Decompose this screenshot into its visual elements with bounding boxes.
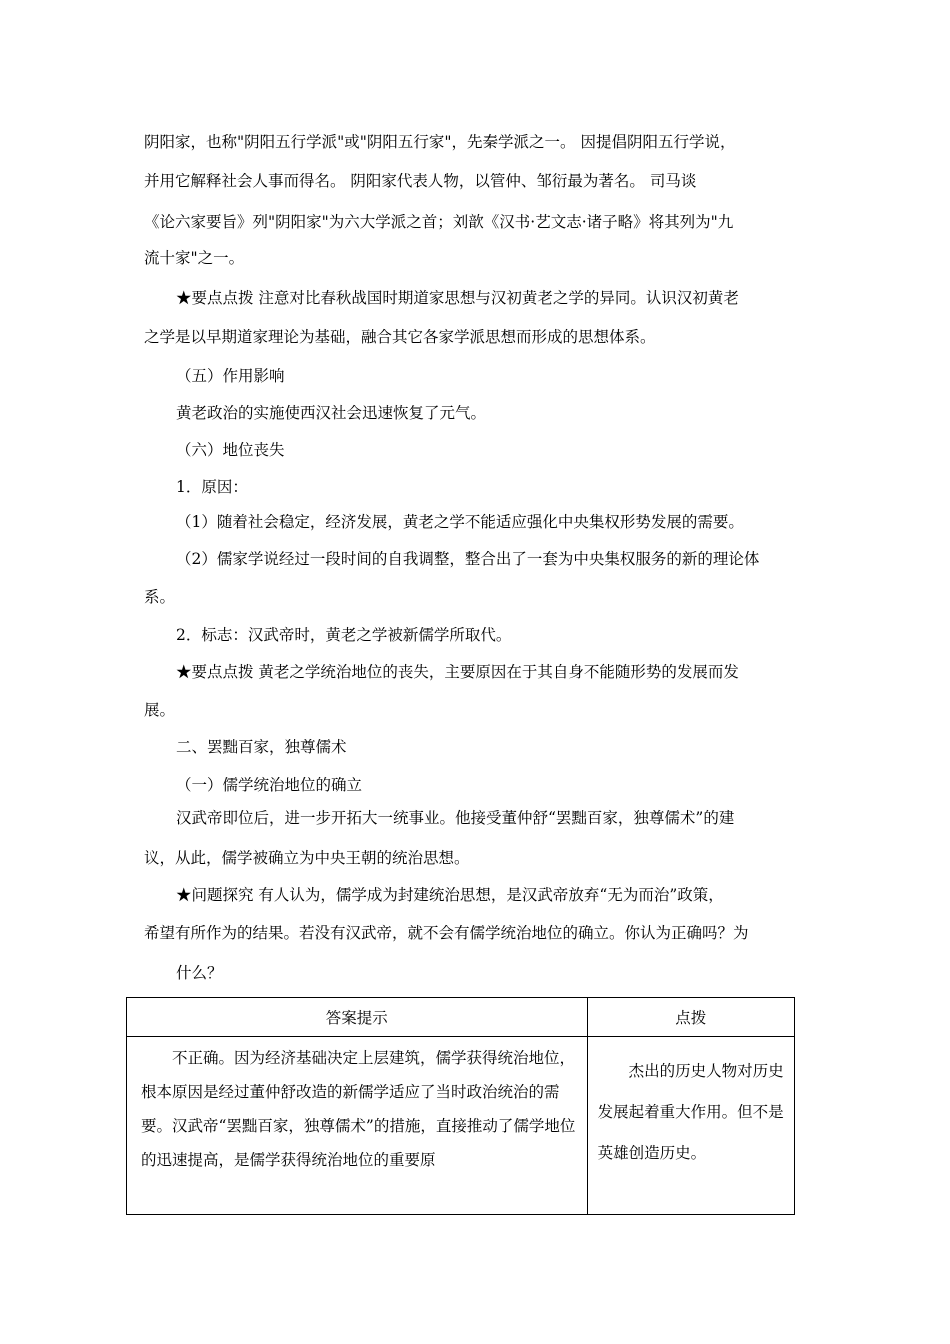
table-header-row xyxy=(127,998,795,1037)
answer-cell xyxy=(127,1037,588,1215)
text-line: 并用它解释社会人事而得名。 阴阳家代表人物，以管仲、邹衍最为著名。 司马谈 xyxy=(144,172,697,190)
text-line: （六）地位丧失 xyxy=(176,441,285,459)
text-line: 1．原因： xyxy=(176,478,248,496)
text-line: 什么？ xyxy=(176,964,223,982)
text-line: 希望有所作为的结果。若没有汉武帝，就不会有儒学统治地位的确立。你认为正确吗？为 xyxy=(144,924,749,942)
text-line: 之学是以早期道家理论为基础，融合其它各家学派思想而形成的思想体系。 xyxy=(144,328,656,346)
answer-text: 不正确。因为经济基础决定上层建筑，儒学获得统治地位，根本原因是经过董仲舒改造的新儒学适应了当时政治统治的需要。汉武帝“罢黜百家，独尊儒术”的措施，直接推动了儒学地位的迅速提高，是儒学获得统治地位的重要原 xyxy=(141,1049,576,1169)
tip-text: 杰出的历史人物对历史发展起着重大作用。但不是英雄创造历史。 xyxy=(597,1062,784,1162)
text-line: 《论六家要旨》列"阴阳家"为六大学派之首；刘歆《汉书·艺文志·诸子略》将其列为"九 xyxy=(144,213,734,231)
text-line: 汉武帝即位后，进一步开拓大一统事业。他接受董仲舒“罢黜百家，独尊儒术”的建 xyxy=(176,809,735,827)
text-line: 流十家"之一。 xyxy=(144,249,245,267)
text-line: 阴阳家，也称"阴阳五行学派"或"阴阳五行家"，先秦学派之一。 因提倡阴阳五行学说， xyxy=(144,133,736,151)
header-answer-hint: 答案提示 xyxy=(127,998,588,1037)
text-line: 展。 xyxy=(144,701,176,719)
text-line: 2．标志：汉武帝时，黄老之学被新儒学所取代。 xyxy=(176,626,512,644)
text-line: 议，从此，儒学被确立为中央王朝的统治思想。 xyxy=(144,849,470,867)
table-row xyxy=(127,1037,795,1215)
text-line: ★要点点拨 黄老之学统治地位的丧失，主要原因在于其自身不能随形势的发展而发 xyxy=(176,663,739,681)
answer-table xyxy=(126,997,795,1215)
text-line: ★问题探究 有人认为，儒学成为封建统治思想，是汉武帝放弃“无为而治”政策， xyxy=(176,886,724,904)
text-line: 系。 xyxy=(144,588,176,606)
text-line: ★要点点拨 注意对比春秋战国时期道家思想与汉初黄老之学的异同。认识汉初黄老 xyxy=(176,289,739,307)
answer-table-grid xyxy=(126,997,795,1215)
text-line: （1）随着社会稳定，经济发展，黄老之学不能适应强化中央集权形势发展的需要。 xyxy=(176,513,744,531)
text-line: 二、罢黜百家，独尊儒术 xyxy=(176,738,347,756)
text-line: （2）儒家学说经过一段时间的自我调整，整合出了一套为中央集权服务的新的理论体 xyxy=(176,550,760,568)
text-line: （一）儒学统治地位的确立 xyxy=(176,776,363,794)
tip-cell xyxy=(587,1037,794,1215)
header-tip: 点拨 xyxy=(587,998,794,1037)
text-line: 黄老政治的实施使西汉社会迅速恢复了元气。 xyxy=(176,404,487,422)
text-line: （五）作用影响 xyxy=(176,367,285,385)
